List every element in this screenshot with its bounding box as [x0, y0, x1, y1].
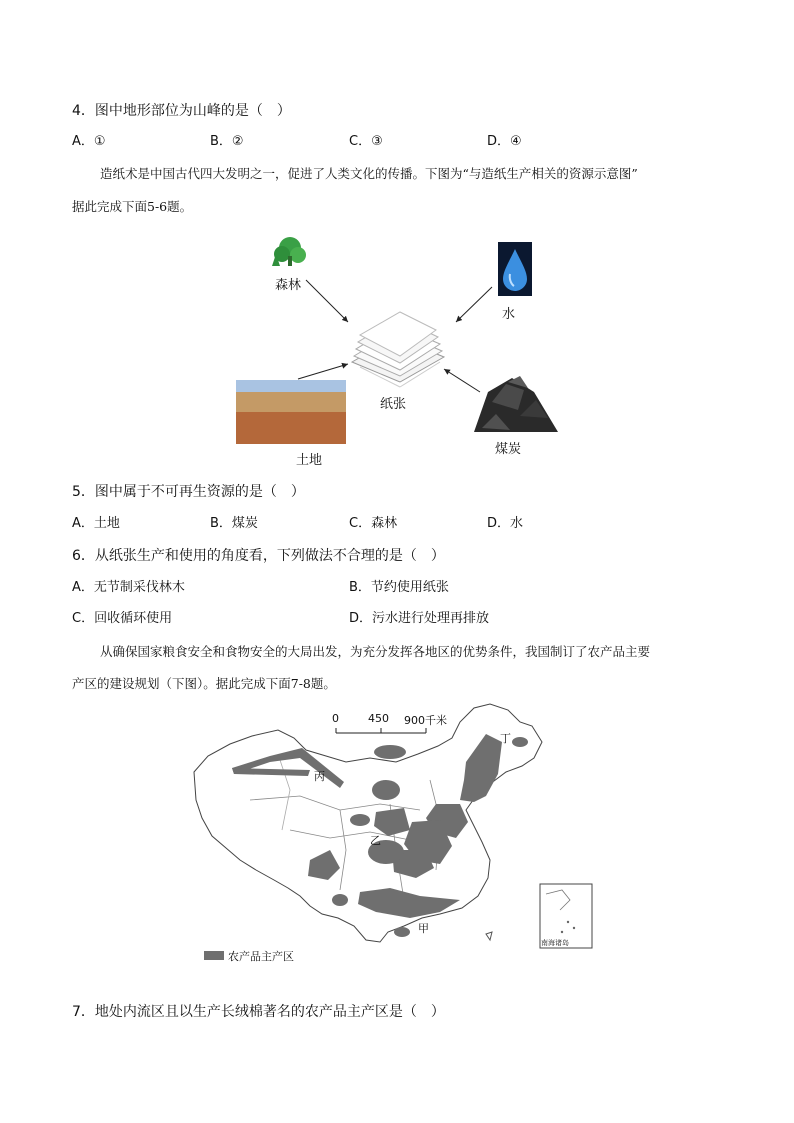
arrow-coal [444, 369, 480, 392]
question-7-stem: 7．地处内流区且以生产长绒棉著名的农产品主产区是（ ） [72, 1004, 445, 1020]
question-6-stem: 6．从纸张生产和使用的角度看，下列做法不合理的是（ ） [72, 548, 445, 564]
marker-ding: 丁 [500, 732, 511, 745]
q5-option-c: C．森林 [349, 516, 398, 531]
arrow-land [298, 364, 348, 379]
label-paper: 纸张 [380, 397, 407, 412]
arrow-forest [306, 280, 348, 322]
inset-label: 南海诸岛 [541, 939, 569, 947]
farmland-image [236, 380, 346, 444]
q6-option-c: C．回收循环使用 [72, 611, 173, 626]
legend-swatch [204, 951, 224, 960]
intro-5-6-line2: 据此完成下面5-6题。 [72, 199, 193, 214]
scale-bar [336, 728, 426, 733]
china-agriculture-map [190, 700, 600, 970]
paper-resource-diagram [230, 232, 570, 467]
diagram-graphics [230, 232, 570, 467]
paper-stack-icon [352, 312, 444, 387]
question-5-stem: 5．图中属于不可再生资源的是（ ） [72, 484, 305, 500]
intro-7-8-line1: 从确保国家粮食安全和食物安全的大局出发，为充分发挥各地区的优势条件，我国制订了农产品主要 [100, 644, 651, 659]
scale-end: 900千米 [404, 714, 447, 727]
marker-yi: 乙 [370, 834, 381, 847]
label-land: 土地 [296, 453, 323, 468]
label-water: 水 [502, 307, 516, 322]
q5-option-b: B．煤炭 [210, 516, 258, 531]
label-coal: 煤炭 [495, 442, 522, 457]
arrow-water [456, 287, 492, 322]
q6-option-b: B．节约使用纸张 [349, 580, 449, 595]
water-drop-icon [498, 242, 532, 296]
coal-pile-icon [474, 376, 558, 432]
intro-5-6-line1: 造纸术是中国古代四大发明之一，促进了人类文化的传播。下图为“与造纸生产相关的资源示意图” [100, 166, 638, 181]
q4-option-a: A．① [72, 134, 106, 149]
q5-option-a: A．土地 [72, 516, 120, 531]
q5-option-d: D．水 [487, 516, 524, 531]
scale-zero: 0 [332, 712, 339, 725]
tree-icon [272, 237, 306, 266]
q4-option-d: D．④ [487, 134, 522, 149]
marker-bing: 丙 [314, 770, 325, 783]
map-graphics [190, 700, 600, 970]
q6-option-d: D．污水进行处理再排放 [349, 611, 490, 626]
label-forest: 森林 [275, 278, 302, 293]
q6-option-a: A．无节制采伐林木 [72, 580, 185, 595]
marker-jia: 甲 [418, 922, 429, 935]
scale-mid: 450 [368, 712, 389, 725]
q4-option-c: C．③ [349, 134, 383, 149]
q4-option-b: B．② [210, 134, 244, 149]
question-4-stem: 4．图中地形部位为山峰的是（ ） [72, 103, 291, 119]
intro-7-8-line2: 产区的建设规划（下图）。据此完成下面7-8题。 [72, 676, 336, 691]
legend-label: 农产品主产区 [228, 950, 294, 963]
